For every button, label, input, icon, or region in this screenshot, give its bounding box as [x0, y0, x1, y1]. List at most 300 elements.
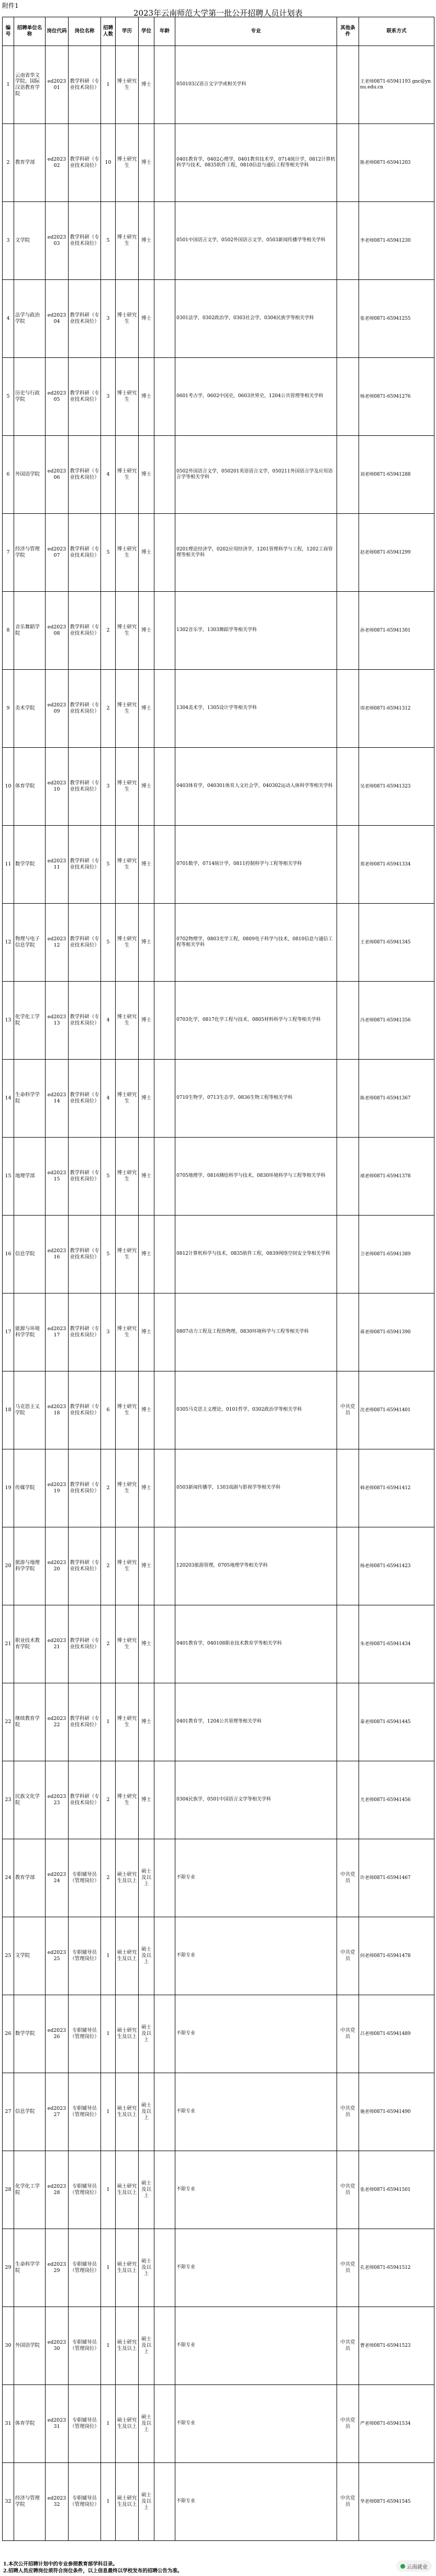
cell-deg: 博士	[139, 1138, 154, 1216]
cell-deg: 博士	[139, 1371, 154, 1449]
cell-num: 1	[101, 1683, 116, 1761]
cell-other: 中共党员	[337, 2229, 359, 2307]
cell-edu: 博士研究生	[116, 1605, 139, 1683]
table-row	[3, 904, 434, 982]
cell-post: 教学科研（专业技术岗位）	[69, 748, 101, 826]
cell-deg: 硕士及以上	[139, 2229, 154, 2307]
cell-major: 1302音乐学，1303舞蹈学等相关学科	[175, 592, 337, 670]
cell-contact: 华老师0871-65941545	[359, 2463, 434, 2541]
cell-deg: 博士	[139, 1293, 154, 1371]
cell-code: ed202311	[46, 826, 69, 904]
cell-unit: 法学与政治学院	[14, 280, 46, 358]
cell-age	[154, 2385, 175, 2463]
cell-major: 0201理论经济学，0202应用经济学，1201管理科学与工程，1202工商管理等相关学科	[175, 514, 337, 592]
cell-age	[154, 436, 175, 514]
cell-post: 专职辅导员（管理岗位）	[69, 2463, 101, 2541]
cell-post: 教学科研（专业技术岗位）	[69, 1761, 101, 1839]
cell-unit: 马克思主义学院	[14, 1371, 46, 1449]
cell-deg: 硕士及以上	[139, 2307, 154, 2385]
cell-contact: 何老师0871-65941478	[359, 1917, 434, 1995]
cell-major: 0401教育学，0402心理学，0401教育技术学，0714统计学，0812计算机科学与技术，0835软件工程，0810信息与通信工程等相关学科	[175, 124, 337, 202]
cell-unit: 美术学院	[14, 670, 46, 748]
cell-post: 教学科研（专业技术岗位）	[69, 1293, 101, 1371]
cell-num: 1	[101, 46, 116, 124]
table-row	[3, 1371, 434, 1449]
wechat-dot-icon	[400, 2564, 405, 2569]
cell-other	[337, 1293, 359, 1371]
table-row	[3, 202, 434, 280]
cell-age	[154, 1839, 175, 1917]
cell-post: 教学科研（专业技术岗位）	[69, 514, 101, 592]
column-header: 联系方式	[359, 17, 434, 46]
cell-unit: 数学学院	[14, 1995, 46, 2073]
cell-major: 0702物理学，0803光学工程，0809电子科学与技术，0810信息与通信工程等相关学科	[175, 904, 337, 982]
cell-post: 教学科研（专业技术岗位）	[69, 1605, 101, 1683]
cell-deg: 博士	[139, 1527, 154, 1605]
cell-edu: 博士研究生	[116, 1683, 139, 1761]
cell-code: ed202326	[46, 1995, 69, 2073]
cell-edu: 博士研究生	[116, 1371, 139, 1449]
cell-major: 不限专业	[175, 2229, 337, 2307]
cell-major: 0807动力工程及工程热物理，0830环境科学与工程等相关学科	[175, 1293, 337, 1371]
cell-age	[154, 2307, 175, 2385]
cell-post: 教学科研（专业技术岗位）	[69, 1371, 101, 1449]
cell-edu: 硕士研究生及以上	[116, 2307, 139, 2385]
cell-deg: 硕士及以上	[139, 2463, 154, 2541]
column-header: 年龄	[154, 17, 175, 46]
cell-major: 0503新闻传播学，1303戏剧与影视学等相关学科	[175, 1449, 337, 1527]
cell-post: 教学科研（专业技术岗位）	[69, 982, 101, 1060]
cell-post: 教学科研（专业技术岗位）	[69, 1216, 101, 1293]
table-row	[3, 1293, 434, 1371]
cell-no: 10	[3, 748, 14, 826]
cell-unit: 化学化工学院	[14, 2151, 46, 2229]
cell-deg: 硕士及以上	[139, 1995, 154, 2073]
cell-num: 5	[101, 826, 116, 904]
cell-major: 不限专业	[175, 1839, 337, 1917]
cell-no: 28	[3, 2151, 14, 2229]
table-row	[3, 280, 434, 358]
cell-edu: 博士研究生	[116, 748, 139, 826]
table-row	[3, 748, 434, 826]
cell-contact: 王老师0871-65941345	[359, 904, 434, 982]
cell-contact: 周老师0871-65941312	[359, 670, 434, 748]
cell-major: 不限专业	[175, 1995, 337, 2073]
table-body	[3, 46, 434, 2541]
table-row	[3, 436, 434, 514]
cell-post: 教学科研（专业技术岗位）	[69, 1683, 101, 1761]
cell-no: 4	[3, 280, 14, 358]
cell-post: 教学科研（专业技术岗位）	[69, 436, 101, 514]
cell-code: ed202327	[46, 2073, 69, 2151]
cell-num: 4	[101, 1060, 116, 1138]
cell-unit: 地理学部	[14, 1138, 46, 1216]
cell-num: 3	[101, 358, 116, 436]
cell-code: ed202325	[46, 1917, 69, 1995]
cell-edu: 博士研究生	[116, 1138, 139, 1216]
cell-num: 4	[101, 436, 116, 514]
cell-deg: 硕士及以上	[139, 1839, 154, 1917]
cell-edu: 硕士研究生及以上	[116, 2151, 139, 2229]
attachment-label: 附件1	[2, 2, 19, 9]
cell-age	[154, 1060, 175, 1138]
cell-post: 教学科研（专业技术岗位）	[69, 46, 101, 124]
cell-num: 5	[101, 514, 116, 592]
cell-contact: 施老师0871-65941490	[359, 2073, 434, 2151]
cell-num: 2	[101, 1527, 116, 1605]
cell-edu: 博士研究生	[116, 46, 139, 124]
cell-deg: 博士	[139, 1216, 154, 1293]
cell-no: 15	[3, 1138, 14, 1216]
cell-contact: 孔老师0871-65941512	[359, 2229, 434, 2307]
cell-no: 18	[3, 1371, 14, 1449]
cell-age	[154, 514, 175, 592]
cell-other	[337, 46, 359, 124]
cell-deg: 博士	[139, 280, 154, 358]
cell-major: 0304民族学，0501中国语言文学等相关学科	[175, 1761, 337, 1839]
cell-code: ed202303	[46, 202, 69, 280]
cell-unit: 生命科学学院	[14, 1060, 46, 1138]
cell-no: 13	[3, 982, 14, 1060]
cell-post: 专职辅导员（管理岗位）	[69, 2307, 101, 2385]
cell-unit: 云南省华文学院、国际汉语教育学院	[14, 46, 46, 124]
cell-major: 不限专业	[175, 2151, 337, 2229]
cell-other	[337, 1527, 359, 1605]
table-row	[3, 1060, 434, 1138]
table-row	[3, 592, 434, 670]
cell-age	[154, 2463, 175, 2541]
cell-edu: 博士研究生	[116, 1527, 139, 1605]
cell-no: 32	[3, 2463, 14, 2541]
cell-code: ed202328	[46, 2151, 69, 2229]
cell-other	[337, 514, 359, 592]
cell-other	[337, 124, 359, 202]
cell-age	[154, 1995, 175, 2073]
cell-age	[154, 1371, 175, 1449]
cell-major: 0701数学，0714统计学，0811控制科学与工程等相关学科	[175, 826, 337, 904]
cell-other: 中共党员	[337, 1917, 359, 1995]
cell-no: 6	[3, 436, 14, 514]
cell-post: 教学科研（专业技术岗位）	[69, 670, 101, 748]
cell-code: ed202323	[46, 1761, 69, 1839]
cell-num: 3	[101, 280, 116, 358]
cell-major: 不限专业	[175, 2385, 337, 2463]
cell-deg: 博士	[139, 436, 154, 514]
cell-num: 4	[101, 982, 116, 1060]
cell-other	[337, 1449, 359, 1527]
cell-unit: 外国语学院	[14, 2307, 46, 2385]
cell-contact: 尤老师0871-65941456	[359, 1761, 434, 1839]
cell-no: 8	[3, 592, 14, 670]
table-row	[3, 358, 434, 436]
cell-deg: 硕士及以上	[139, 2385, 154, 2463]
cell-unit: 教育学部	[14, 1839, 46, 1917]
cell-code: ed202302	[46, 124, 69, 202]
cell-contact: 张老师0871-65941255	[359, 280, 434, 358]
column-header: 编号	[3, 17, 14, 46]
cell-code: ed202317	[46, 1293, 69, 1371]
page-title: 2023年云南师范大学第一批公开招聘人员计划表	[133, 8, 303, 18]
column-header: 岗位名称	[69, 17, 101, 46]
cell-no: 22	[3, 1683, 14, 1761]
watermark-text: 云南就业	[407, 2564, 428, 2570]
cell-unit: 体育学院	[14, 2385, 46, 2463]
cell-deg: 博士	[139, 1761, 154, 1839]
cell-age	[154, 2151, 175, 2229]
cell-edu: 博士研究生	[116, 1060, 139, 1138]
table-row	[3, 2385, 434, 2463]
table-row	[3, 1839, 434, 1917]
cell-edu: 博士研究生	[116, 826, 139, 904]
cell-no: 19	[3, 1449, 14, 1527]
cell-other: 中共党员	[337, 1995, 359, 2073]
cell-no: 31	[3, 2385, 14, 2463]
cell-no: 24	[3, 1839, 14, 1917]
cell-unit: 体育学院	[14, 748, 46, 826]
table-row	[3, 1449, 434, 1527]
cell-other	[337, 1060, 359, 1138]
cell-num: 2	[101, 1761, 116, 1839]
cell-other	[337, 826, 359, 904]
cell-post: 专职辅导员（管理岗位）	[69, 2151, 101, 2229]
table-row	[3, 2307, 434, 2385]
cell-no: 9	[3, 670, 14, 748]
cell-code: ed202322	[46, 1683, 69, 1761]
cell-post: 专职辅导员（管理岗位）	[69, 1917, 101, 1995]
cell-code: ed202309	[46, 670, 69, 748]
cell-unit: 经济与管理学院	[14, 514, 46, 592]
cell-code: ed202305	[46, 358, 69, 436]
cell-major: 050103汉语言文字学或相关学科	[175, 46, 337, 124]
cell-major: 0502外国语言文学，050201英语语言文学，050211外国语言学及应用语言学等相关学科	[175, 436, 337, 514]
cell-major: 0501中国语言文学，0502外国语言文学，0503新闻传播学等相关学科	[175, 202, 337, 280]
cell-contact: 吴老师0871-65941323	[359, 748, 434, 826]
cell-edu: 博士研究生	[116, 592, 139, 670]
cell-unit: 外国语学院	[14, 436, 46, 514]
cell-major: 不限专业	[175, 2463, 337, 2541]
cell-contact: 刘老师0871-65941288	[359, 436, 434, 514]
cell-unit: 经济与管理学院	[14, 2463, 46, 2541]
cell-deg: 博士	[139, 1060, 154, 1138]
cell-edu: 硕士研究生及以上	[116, 2229, 139, 2307]
cell-no: 2	[3, 124, 14, 202]
cell-major: 0403体育学，040301体育人文社会学，040302运动人体科学等相关学科	[175, 748, 337, 826]
cell-age	[154, 1138, 175, 1216]
cell-unit: 文学院	[14, 202, 46, 280]
cell-other: 中共党员	[337, 2151, 359, 2229]
cell-no: 23	[3, 1761, 14, 1839]
cell-edu: 博士研究生	[116, 1761, 139, 1839]
cell-edu: 博士研究生	[116, 1216, 139, 1293]
table-row	[3, 46, 434, 124]
cell-post: 专职辅导员（管理岗位）	[69, 2229, 101, 2307]
cell-contact: 卫老师0871-65941389	[359, 1216, 434, 1293]
cell-deg: 博士	[139, 1605, 154, 1683]
cell-contact: 严老师0871-65941534	[359, 2385, 434, 2463]
cell-code: ed202307	[46, 514, 69, 592]
cell-contact: 王老师0871-65941193 gnc@ynnu.edu.cn	[359, 46, 434, 124]
table-header-row	[3, 17, 434, 46]
cell-other	[337, 1216, 359, 1293]
cell-edu: 博士研究生	[116, 358, 139, 436]
cell-contact: 冯老师0871-65941356	[359, 982, 434, 1060]
table-row	[3, 1761, 434, 1839]
cell-contact: 张老师0871-65941501	[359, 2151, 434, 2229]
cell-post: 教学科研（专业技术岗位）	[69, 1138, 101, 1216]
table-row	[3, 124, 434, 202]
cell-code: ed202332	[46, 2463, 69, 2541]
cell-other	[337, 1138, 359, 1216]
cell-contact: 许老师0871-65941467	[359, 1839, 434, 1917]
cell-unit: 民族文化学院	[14, 1761, 46, 1839]
cell-unit: 历史与行政学院	[14, 358, 46, 436]
cell-num: 3	[101, 1293, 116, 1371]
watermark-badge	[396, 2560, 432, 2572]
cell-num: 5	[101, 904, 116, 982]
cell-post: 教学科研（专业技术岗位）	[69, 280, 101, 358]
cell-edu: 硕士研究生及以上	[116, 1917, 139, 1995]
cell-age	[154, 1917, 175, 1995]
cell-age	[154, 670, 175, 748]
cell-edu: 博士研究生	[116, 436, 139, 514]
table-row	[3, 2229, 434, 2307]
column-header: 招聘单位名称	[14, 17, 46, 46]
cell-code: ed202310	[46, 748, 69, 826]
cell-code: ed202316	[46, 1216, 69, 1293]
cell-other: 中共党员	[337, 2463, 359, 2541]
cell-unit: 信息学院	[14, 1216, 46, 1293]
cell-num: 1	[101, 2463, 116, 2541]
cell-age	[154, 1216, 175, 1293]
cell-other: 中共党员	[337, 1371, 359, 1449]
cell-num: 2	[101, 1605, 116, 1683]
cell-edu: 博士研究生	[116, 670, 139, 748]
cell-other	[337, 1683, 359, 1761]
column-header: 专业	[175, 17, 337, 46]
cell-no: 26	[3, 1995, 14, 2073]
cell-other	[337, 670, 359, 748]
cell-age	[154, 982, 175, 1060]
cell-no: 17	[3, 1293, 14, 1371]
cell-unit: 能源与环境科学学院	[14, 1293, 46, 1371]
cell-other: 中共党员	[337, 2073, 359, 2151]
cell-age	[154, 826, 175, 904]
cell-no: 12	[3, 904, 14, 982]
cell-code: ed202314	[46, 1060, 69, 1138]
cell-num: 5	[101, 1138, 116, 1216]
cell-unit: 职业技术教育学院	[14, 1605, 46, 1683]
cell-post: 教学科研（专业技术岗位）	[69, 1527, 101, 1605]
cell-edu: 硕士研究生及以上	[116, 2385, 139, 2463]
cell-code: ed202312	[46, 904, 69, 982]
cell-age	[154, 1683, 175, 1761]
cell-other: 中共党员	[337, 2307, 359, 2385]
cell-deg: 博士	[139, 202, 154, 280]
cell-other	[337, 748, 359, 826]
cell-no: 25	[3, 1917, 14, 1995]
column-header: 其他条件	[337, 17, 359, 46]
table-row	[3, 1683, 434, 1761]
table-row	[3, 2463, 434, 2541]
cell-contact: 朱老师0871-65941434	[359, 1605, 434, 1683]
cell-major: 0710生物学，0713生态学，0836生物工程等相关学科	[175, 1060, 337, 1138]
cell-deg: 博士	[139, 904, 154, 982]
cell-unit: 数学学院	[14, 826, 46, 904]
cell-no: 16	[3, 1216, 14, 1293]
cell-major: 不限专业	[175, 1917, 337, 1995]
cell-post: 教学科研（专业技术岗位）	[69, 1060, 101, 1138]
note-2: 2.招聘人员应聘岗位须符合岗位条件，以上信息最终以学校发布的招聘公告为准。	[3, 2568, 183, 2574]
cell-edu: 博士研究生	[116, 982, 139, 1060]
cell-major: 0401教育学，1204公共管理等相关学科	[175, 1683, 337, 1761]
cell-num: 1	[101, 2151, 116, 2229]
cell-other	[337, 436, 359, 514]
cell-unit: 文学院	[14, 1917, 46, 1995]
cell-other	[337, 592, 359, 670]
cell-deg: 硕士及以上	[139, 2073, 154, 2151]
cell-code: ed202331	[46, 2385, 69, 2463]
cell-contact: 郑老师0871-65941334	[359, 826, 434, 904]
cell-code: ed202306	[46, 436, 69, 514]
cell-num: 2	[101, 592, 116, 670]
cell-contact: 秦老师0871-65941445	[359, 1683, 434, 1761]
cell-major: 不限专业	[175, 2073, 337, 2151]
cell-num: 1	[101, 2229, 116, 2307]
cell-edu: 硕士研究生及以上	[116, 2463, 139, 2541]
cell-code: ed202329	[46, 2229, 69, 2307]
cell-post: 教学科研（专业技术岗位）	[69, 358, 101, 436]
cell-other	[337, 202, 359, 280]
cell-other	[337, 1761, 359, 1839]
cell-num: 1	[101, 2073, 116, 2151]
cell-unit: 物理与电子信息学院	[14, 904, 46, 982]
cell-no: 14	[3, 1060, 14, 1138]
cell-code: ed202301	[46, 46, 69, 124]
cell-no: 7	[3, 514, 14, 592]
cell-contact: 陈老师0871-65941367	[359, 1060, 434, 1138]
cell-deg: 博士	[139, 1683, 154, 1761]
cell-num: 1	[101, 2385, 116, 2463]
cell-edu: 硕士研究生及以上	[116, 1995, 139, 2073]
cell-edu: 硕士研究生及以上	[116, 2073, 139, 2151]
cell-num: 1	[101, 2307, 116, 2385]
cell-unit: 教育学部	[14, 124, 46, 202]
cell-major: 1304美术学，1305设计学等相关学科	[175, 670, 337, 748]
cell-contact: 李老师0871-65941230	[359, 202, 434, 280]
cell-edu: 博士研究生	[116, 1449, 139, 1527]
cell-age	[154, 46, 175, 124]
cell-major: 不限专业	[175, 2307, 337, 2385]
cell-unit: 继续教育学院	[14, 1683, 46, 1761]
cell-code: ed202304	[46, 280, 69, 358]
cell-deg: 硕士及以上	[139, 2151, 154, 2229]
cell-post: 教学科研（专业技术岗位）	[69, 826, 101, 904]
cell-num: 2	[101, 1839, 116, 1917]
cell-other	[337, 982, 359, 1060]
cell-major: 0812计算机科学与技术，0835软件工程，0839网络空间安全等相关学科	[175, 1216, 337, 1293]
cell-age	[154, 1605, 175, 1683]
cell-code: ed202324	[46, 1839, 69, 1917]
cell-contact: 吕老师0871-65941489	[359, 1995, 434, 2073]
cell-major: 0705地理学，0816测绘科学与技术，0830环境科学与工程等相关学科	[175, 1138, 337, 1216]
cell-post: 专职辅导员（管理岗位）	[69, 2073, 101, 2151]
cell-contact: 孙老师0871-65941301	[359, 592, 434, 670]
cell-no: 30	[3, 2307, 14, 2385]
cell-unit: 旅游与地理科学学院	[14, 1527, 46, 1605]
cell-code: ed202319	[46, 1449, 69, 1527]
cell-post: 教学科研（专业技术岗位）	[69, 1449, 101, 1527]
cell-num: 1	[101, 1917, 116, 1995]
